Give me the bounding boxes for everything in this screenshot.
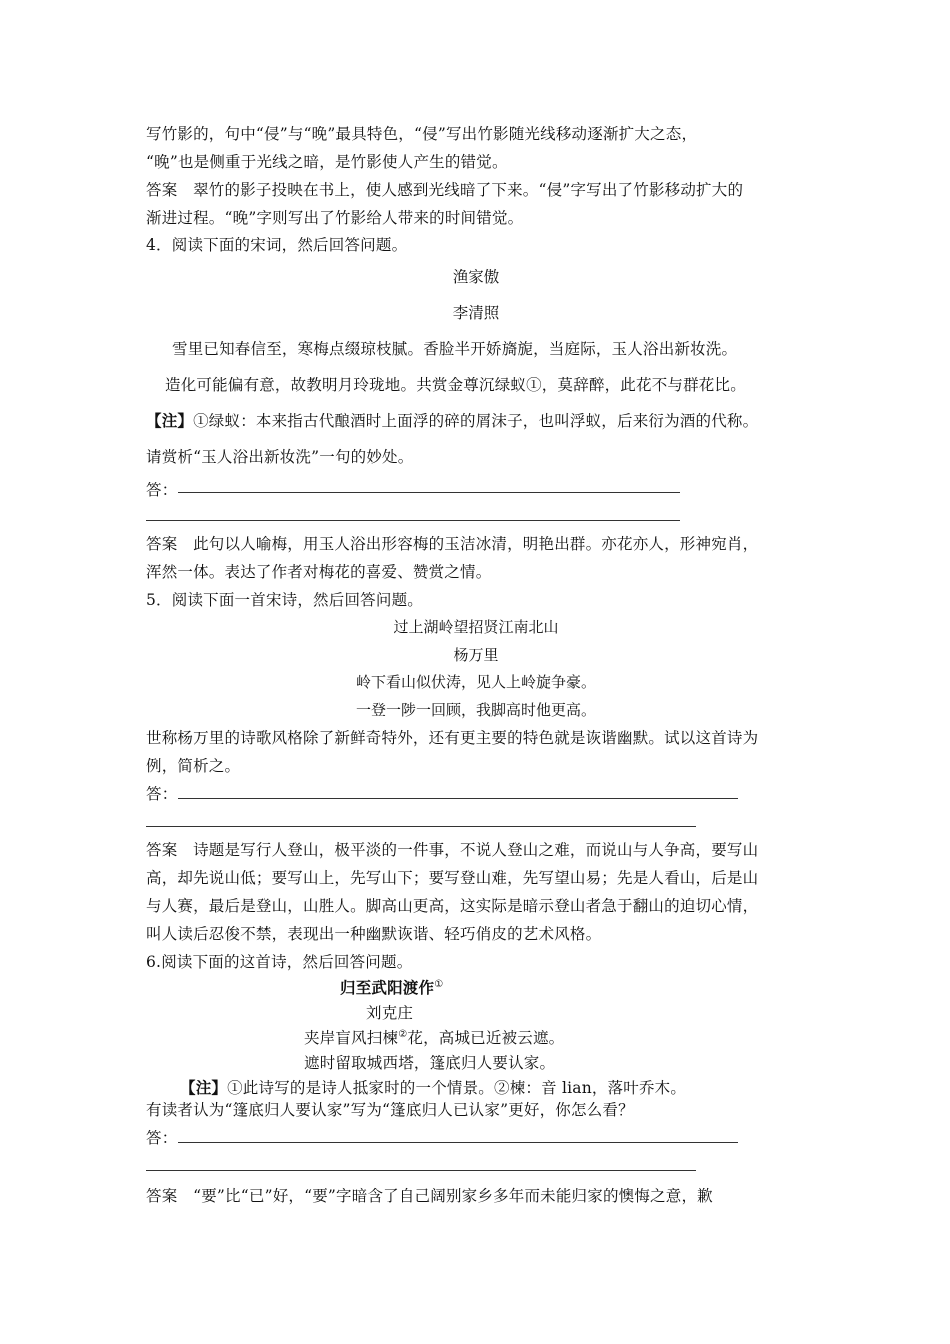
q6-note-text: ①此诗写的是诗人抵家时的一个情景。②楝：音 lian，落叶乔木。 [227,1079,687,1097]
q4-note-mark: 【注】 [146,412,194,430]
q5-stem: 5．阅读下面一首宋诗，然后回答问题。 [146,591,423,609]
q4-answer-blank-2[interactable] [146,520,680,521]
q6-note [180,1078,686,1098]
q4-poem-title: 渔家傲 [452,268,500,286]
q6-answer-prompt: 答： [146,1129,178,1147]
q4-poem-author: 李清照 [452,304,500,322]
q5-answer-line-4: 叫人读后忍俊不禁，表现出一种幽默诙谐、轻巧俏皮的艺术风格。 [146,925,602,943]
q6-question: 有读者认为“篷底归人要认家”写为“篷底归人已认家”更好，你怎么看？ [146,1101,634,1119]
q4-note-text: ①绿蚁：本来指古代酿酒时上面浮的碎的屑沫子，也叫浮蚁，后来衍为酒的代称。 [193,412,759,430]
q5-poem-title: 过上湖岭望招贤江南北山 [393,618,559,636]
q4-answer-line-1: 答案 此句以人喻梅，用玉人浴出形容梅的玉洁冰清，明艳出群。亦花亦人，形神宛肖， [146,535,759,553]
q3-explanation-line-2: “晚”也是侧重于光线之暗，是竹影使人产生的错觉。 [146,153,508,171]
q5-answer-line-3: 与人赛，最后是登山，山胜人。脚高山更高，这实际是暗示登山者急于翻山的迫切心情， [146,897,759,915]
q6-verse-1 [304,1028,564,1048]
q3-answer-line-2: 渐进过程。“晚”字则写出了竹影给人带来的时间错觉。 [146,209,524,227]
q6-answer-line-1: 答案 “要”比“已”好，“要”字暗含了自己阔别家乡多年而未能归家的懊悔之意，歉 [146,1187,713,1205]
q4-answer-line-2: 浑然一体。表达了作者对梅花的喜爱、赞赏之情。 [146,563,492,581]
q6-verse-1-part-a: 夹岸盲风扫楝 [304,1029,399,1047]
q6-poem-author: 刘克庄 [366,1004,414,1022]
q6-poem-title [340,978,443,998]
q4-note [146,411,758,431]
q5-verse-2: 一登一陟一回顾，我脚高时他更高。 [355,701,596,719]
q5-answer-blank-2[interactable] [146,826,696,827]
q6-title-footnote-mark: ① [434,978,444,990]
q5-answer-prompt: 答： [146,785,178,803]
q6-note-mark: 【注】 [180,1079,228,1097]
q5-answer-line-2: 高，却先说山低；要写山上，先写山下；要写登山难，先写望山易；先是人看山，后是山 [146,869,759,887]
q4-verse-1: 雪里已知春信至，寒梅点缀琼枝腻。香脸半开娇旖旎，当庭际，玉人浴出新妆洗。 [172,340,738,358]
q6-verse-2: 遮时留取城西塔，篷底归人要认家。 [304,1054,556,1072]
q4-answer-prompt: 答： [146,481,178,499]
q5-poem-author: 杨万里 [453,646,499,664]
q5-question-line-2: 例，简析之。 [146,757,241,775]
q6-verse-1-part-b: 花，高城已近被云遮。 [407,1029,565,1047]
q4-verse-2: 造化可能偏有意，故教明月玲珑地。共赏金尊沉绿蚁①，莫辞醉，此花不与群花比。 [165,376,746,394]
q6-poem-title-text: 归至武阳渡作 [340,979,435,997]
q5-verse-1: 岭下看山似伏涛，见人上岭旋争豪。 [355,673,596,691]
q6-answer-blank-2[interactable] [146,1170,696,1171]
q4-question: 请赏析“玉人浴出新妆洗”一句的妙处。 [146,448,414,466]
q6-stem: 6.阅读下面的这首诗，然后回答问题。 [146,953,413,971]
q5-answer-line-1: 答案 诗题是写行人登山，极平淡的一件事，不说人登山之难，而说山与人争高，要写山 [146,841,759,859]
q4-stem: 4．阅读下面的宋词，然后回答问题。 [146,236,408,254]
q3-explanation-line-1: 写竹影的，句中“侵”与“晚”最具特色，“侵”写出竹影随光线移动逐渐扩大之态， [146,125,698,143]
q3-answer-line-1: 答案 翠竹的影子投映在书上，使人感到光线暗了下来。“侵”字写出了竹影移动扩大的 [146,181,744,199]
q5-answer-blank-1[interactable] [178,798,738,799]
q6-verse-footnote-mark: ② [398,1028,408,1040]
q5-question-line-1: 世称杨万里的诗歌风格除了新鲜奇特外，还有更主要的特色就是诙谐幽默。试以这首诗为 [146,729,759,747]
q6-answer-blank-1[interactable] [178,1142,738,1143]
q4-answer-blank-1[interactable] [178,492,680,493]
